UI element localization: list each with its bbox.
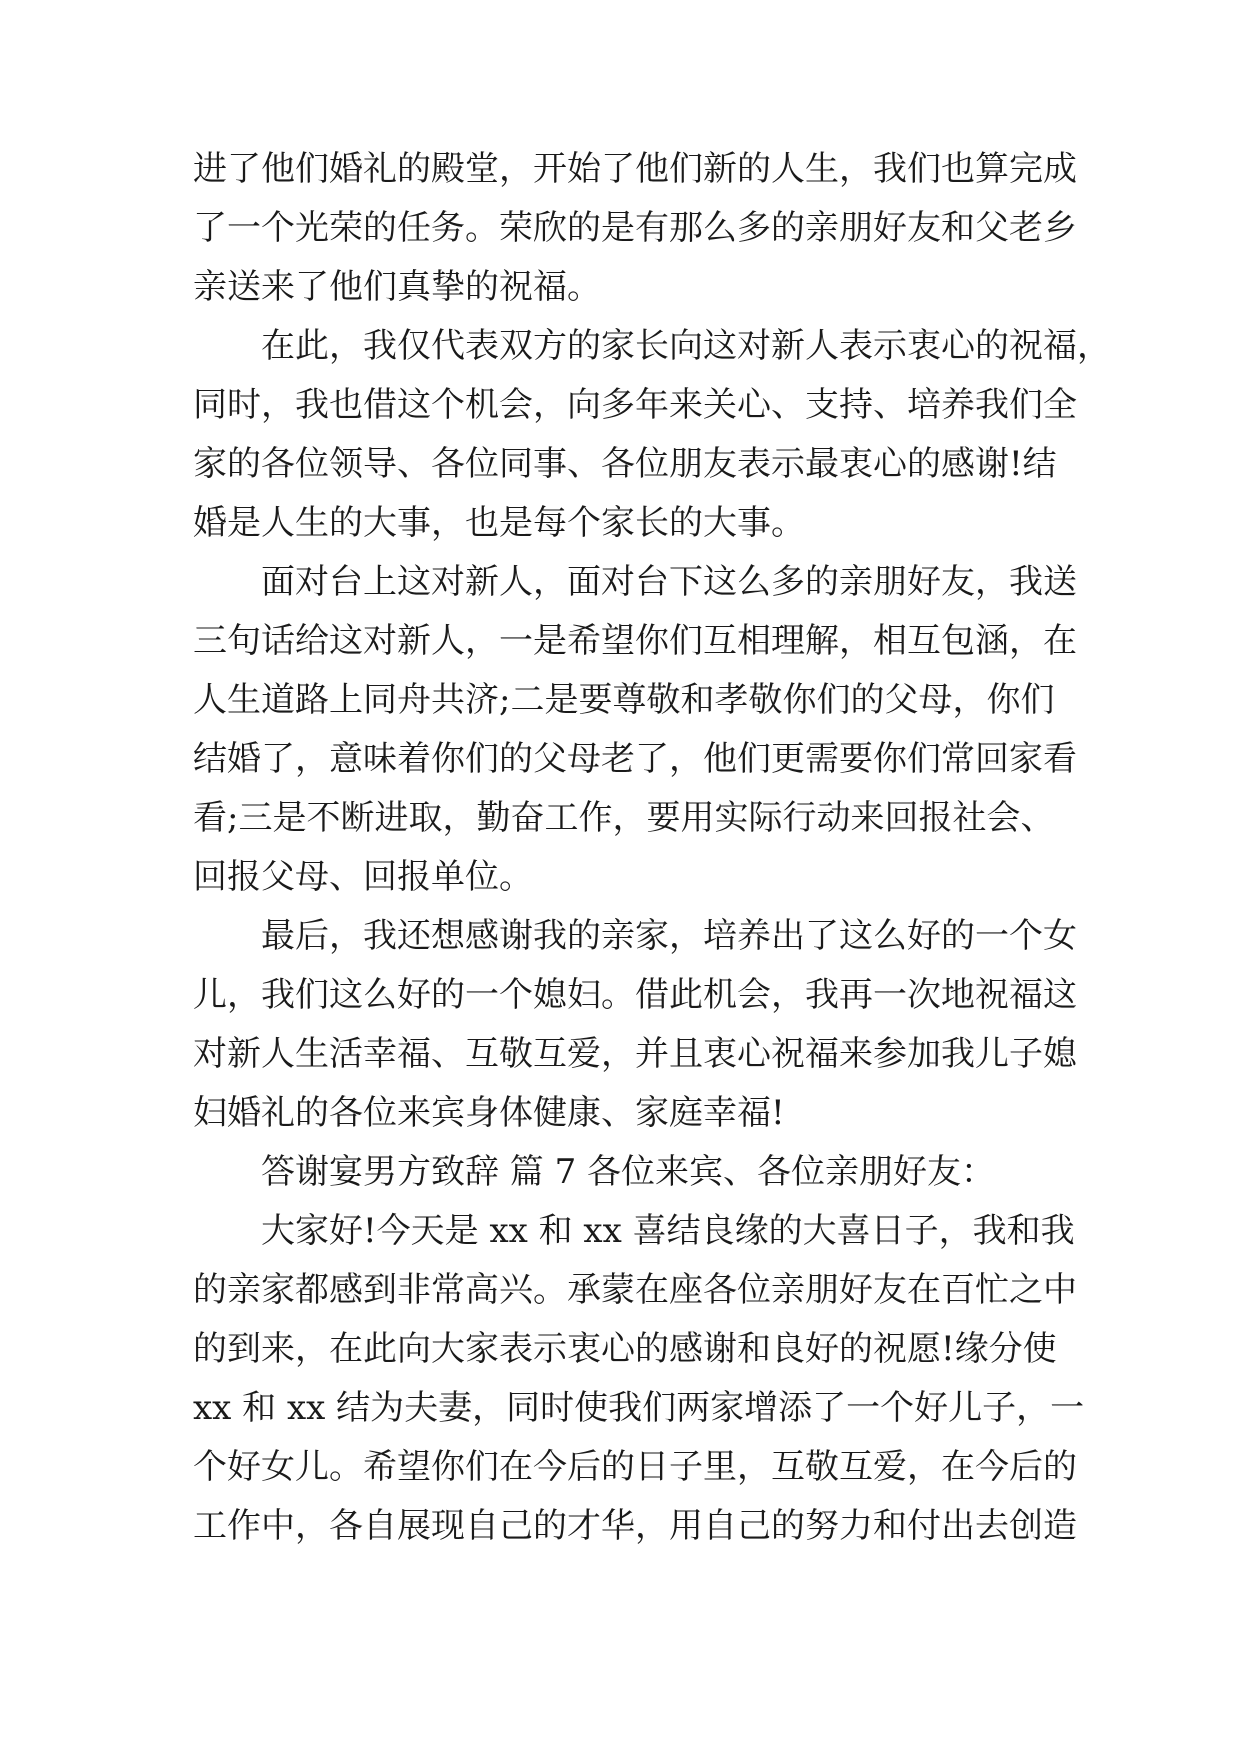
text-line: 大家好!今天是 xx 和 xx 喜结良缘的大喜日子，我和我 [261,1211,1075,1251]
text-line: 最后，我还想感谢我的亲家，培养出了这么好的一个女 [261,916,1077,956]
document-body [193,140,1111,1556]
text-line: 三句话给这对新人，一是希望你们互相理解，相互包涵，在 [193,621,1077,661]
text-line: 的到来，在此向大家表示衷心的感谢和良好的祝愿!缘分使 [193,1329,1057,1369]
text-line: 婚是人生的大事，也是每个家长的大事。 [193,503,805,543]
text-line: 家的各位领导、各位同事、各位朋友表示最衷心的感谢!结 [193,444,1057,484]
text-line: 妇婚礼的各位来宾身体健康、家庭幸福! [193,1093,785,1133]
text-line: 回报父母、回报单位。 [193,857,533,897]
text-line: 儿，我们这么好的一个媳妇。借此机会，我再一次地祝福这 [193,975,1077,1015]
text-line: 对新人生活幸福、互敬互爱，并且衷心祝福来参加我儿子媳 [193,1034,1077,1074]
text-line: 进了他们婚礼的殿堂，开始了他们新的人生，我们也算完成 [193,149,1077,189]
text-line: 工作中，各自展现自己的才华，用自己的努力和付出去创造 [193,1506,1077,1546]
text-line: 的亲家都感到非常高兴。承蒙在座各位亲朋好友在百忙之中 [193,1270,1077,1310]
text-line: 亲送来了他们真挚的祝福。 [193,267,601,307]
text-line: 看;三是不断进取，勤奋工作，要用实际行动来回报社会、 [193,798,1055,838]
text-line: 人生道路上同舟共济;二是要尊敬和孝敬你们的父母，你们 [193,680,1055,720]
text-line: 在此，我仅代表双方的家长向这对新人表示衷心的祝福， [261,326,1111,366]
text-line: 面对台上这对新人，面对台下这么多的亲朋好友，我送 [261,562,1077,602]
text-line: 同时，我也借这个机会，向多年来关心、支持、培养我们全 [193,385,1077,425]
text-line: 个好女儿。希望你们在今后的日子里，互敬互爱，在今后的 [193,1447,1077,1487]
text-line: 结婚了，意味着你们的父母老了，他们更需要你们常回家看 [193,739,1077,779]
text-line: 了一个光荣的任务。荣欣的是有那么多的亲朋好友和父老乡 [193,208,1077,248]
text-line: xx 和 xx 结为夫妻，同时使我们两家增添了一个好儿子，一 [193,1388,1085,1428]
text-line: 答谢宴男方致辞 篇 7 各位来宾、各位亲朋好友： [261,1152,996,1192]
